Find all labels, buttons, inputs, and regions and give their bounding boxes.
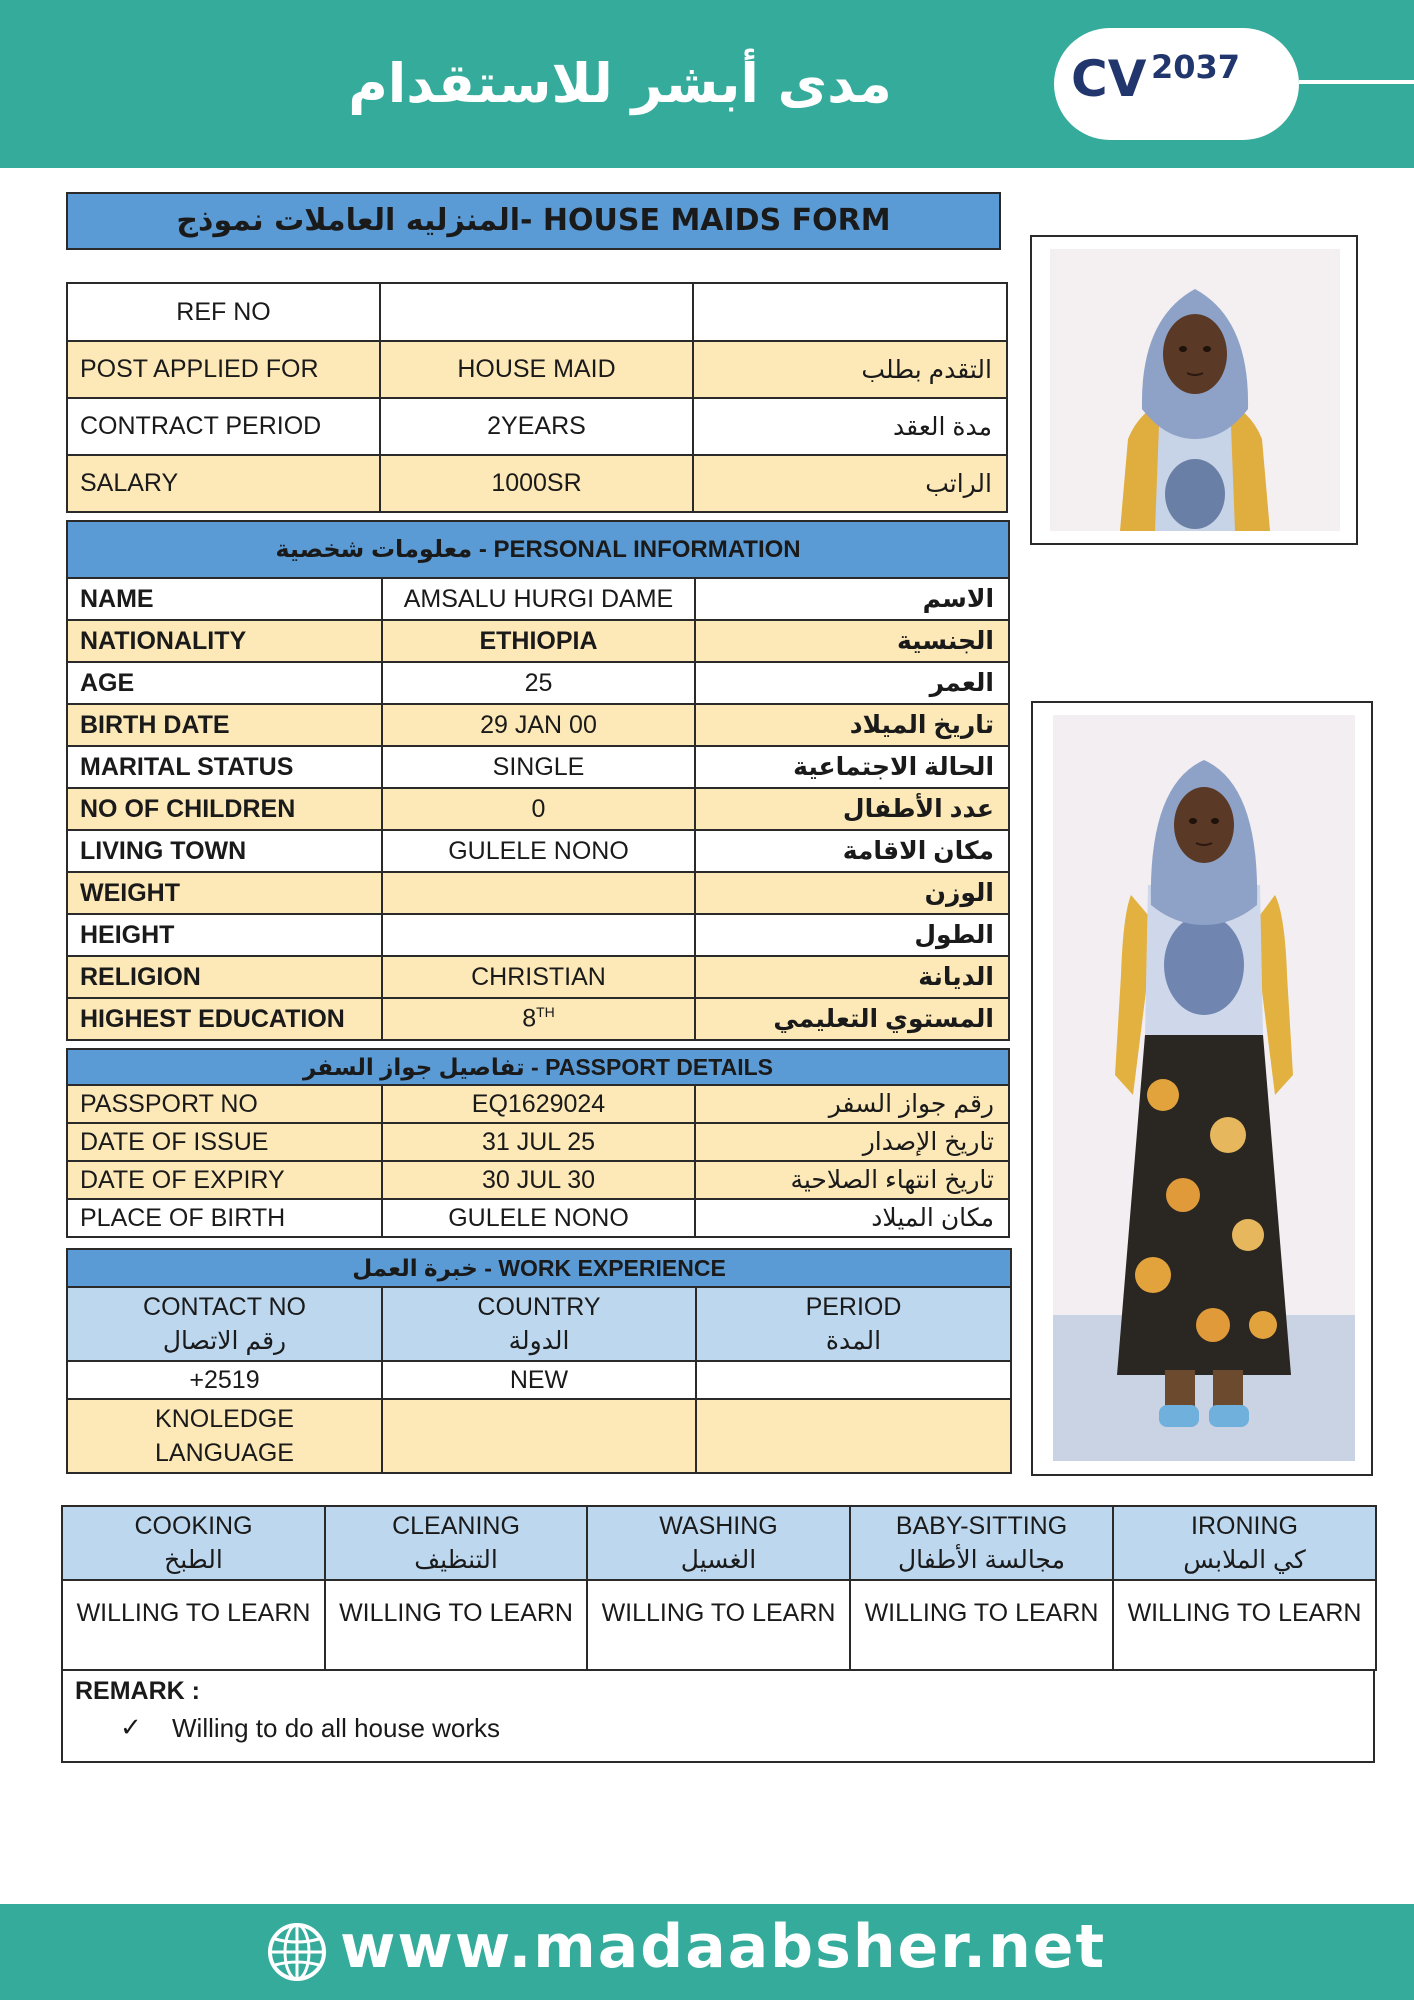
issue-date-value: 31 JUL 25: [382, 1123, 695, 1161]
work-experience-header: خبرة العمل - WORK EXPERIENCE: [67, 1249, 1011, 1287]
birth-date-value: 29 JAN 00: [382, 704, 695, 746]
brand-title: مدى أبشر للاستقدام: [348, 52, 892, 115]
knowledge-language-value-1: [382, 1399, 696, 1473]
expiry-date-arabic: تاريخ انتهاء الصلاحية: [695, 1161, 1009, 1199]
country-value: NEW: [382, 1361, 696, 1399]
table-header-row: [67, 1287, 1011, 1361]
skill-cooking-header: [62, 1506, 325, 1580]
full-body-photo: [1053, 715, 1355, 1461]
country-header: [382, 1287, 696, 1361]
passport-no-label: PASSPORT NO: [67, 1085, 382, 1123]
skill-babysitting-header: [850, 1506, 1113, 1580]
table-row: [67, 704, 1009, 746]
salary-value: 1000SR: [380, 455, 693, 512]
contact-no-header: [67, 1287, 382, 1361]
post-applied-arabic: التقدم بطلب: [693, 341, 1007, 398]
globe-icon: [266, 1921, 328, 1983]
full-body-photo-frame: [1031, 701, 1373, 1476]
table-row: [67, 283, 1007, 341]
post-applied-value: HOUSE MAID: [380, 341, 693, 398]
table-row: [67, 872, 1009, 914]
period-value: [696, 1361, 1011, 1399]
period-en: PERIOD: [805, 1293, 902, 1321]
period-ar: المدة: [825, 1327, 882, 1355]
issue-date-label: DATE OF ISSUE: [67, 1123, 382, 1161]
place-of-birth-arabic: مكان الميلاد: [695, 1199, 1009, 1237]
height-label: HEIGHT: [67, 914, 382, 956]
table-row: [67, 1199, 1009, 1237]
table-row: [67, 998, 1009, 1040]
name-label: NAME: [67, 578, 382, 620]
language-line: LANGUAGE: [155, 1439, 294, 1467]
salary-arabic: الراتب: [693, 455, 1007, 512]
place-of-birth-value: GULELE NONO: [382, 1199, 695, 1237]
skill-babysitting-en: BABY-SITTING: [895, 1512, 1068, 1540]
table-row: [67, 455, 1007, 512]
place-of-birth-label: PLACE OF BIRTH: [67, 1199, 382, 1237]
table-row: [67, 398, 1007, 455]
contract-period-value: 2YEARS: [380, 398, 693, 455]
country-en: COUNTRY: [477, 1293, 601, 1321]
age-label: AGE: [67, 662, 382, 704]
checkmark-icon: ✓: [120, 1712, 142, 1742]
table-row: [67, 1361, 1011, 1399]
marital-status-label: MARITAL STATUS: [67, 746, 382, 788]
country-ar: الدولة: [508, 1327, 570, 1355]
skill-ironing-en: IRONING: [1191, 1512, 1298, 1540]
table-row: [67, 830, 1009, 872]
contact-no-value: +2519: [67, 1361, 382, 1399]
ref-no-arabic: [693, 283, 1007, 341]
nationality-label: NATIONALITY: [67, 620, 382, 662]
marital-status-value: SINGLE: [382, 746, 695, 788]
skill-washing-ar: الغسيل: [680, 1546, 757, 1574]
age-arabic: العمر: [695, 662, 1009, 704]
portrait-photo-frame: [1030, 235, 1358, 545]
skill-cooking-ar: الطبخ: [164, 1546, 223, 1574]
table-row: [67, 662, 1009, 704]
table-header-row: [67, 521, 1009, 578]
work-experience-table: [66, 1248, 1012, 1474]
expiry-date-value: 30 JUL 30: [382, 1161, 695, 1199]
table-row: [67, 620, 1009, 662]
skills-table: [61, 1505, 1377, 1671]
table-row: [67, 914, 1009, 956]
skill-washing-en: WASHING: [659, 1512, 778, 1540]
expiry-date-label: DATE OF EXPIRY: [67, 1161, 382, 1199]
issue-date-arabic: تاريخ الإصدار: [695, 1123, 1009, 1161]
children-arabic: عدد الأطفال: [695, 788, 1009, 830]
contract-period-arabic: مدة العقد: [693, 398, 1007, 455]
name-value: AMSALU HURGI DAME: [382, 578, 695, 620]
weight-arabic: الوزن: [695, 872, 1009, 914]
portrait-photo: [1050, 249, 1340, 531]
form-title: المنزليه العاملات نموذج- HOUSE MAIDS FORM: [66, 192, 1001, 250]
remark-text: Willing to do all house works: [172, 1713, 501, 1743]
children-value: 0: [382, 788, 695, 830]
living-town-label: LIVING TOWN: [67, 830, 382, 872]
period-header: [696, 1287, 1011, 1361]
passport-no-arabic: رقم جواز السفر: [695, 1085, 1009, 1123]
skill-ironing-header: [1113, 1506, 1376, 1580]
birth-date-arabic: تاريخ الميلاد: [695, 704, 1009, 746]
marital-status-arabic: الحالة الاجتماعية: [695, 746, 1009, 788]
table-row: [67, 1399, 1011, 1473]
skill-washing-header: [587, 1506, 850, 1580]
education-number: 8: [522, 1004, 537, 1033]
religion-label: RELIGION: [67, 956, 382, 998]
living-town-arabic: مكان الاقامة: [695, 830, 1009, 872]
table-row: [67, 1123, 1009, 1161]
name-arabic: الاسم: [695, 578, 1009, 620]
table-row: [67, 341, 1007, 398]
contact-no-ar: رقم الاتصال: [162, 1327, 287, 1355]
post-applied-label: POST APPLIED FOR: [67, 341, 380, 398]
personal-info-header: معلومات شخصية - PERSONAL INFORMATION: [67, 521, 1009, 578]
height-arabic: الطول: [695, 914, 1009, 956]
cv-label: CV: [1071, 50, 1147, 108]
religion-arabic: الديانة: [695, 956, 1009, 998]
birth-date-label: BIRTH DATE: [67, 704, 382, 746]
contract-period-label: CONTRACT PERIOD: [67, 398, 380, 455]
skill-babysitting-value: WILLING TO LEARN: [850, 1580, 1113, 1670]
nationality-arabic: الجنسية: [695, 620, 1009, 662]
salary-label: SALARY: [67, 455, 380, 512]
table-header-row: [67, 1249, 1011, 1287]
religion-value: CHRISTIAN: [382, 956, 695, 998]
table-header-row: [67, 1049, 1009, 1085]
full-body-illustration: [1053, 715, 1355, 1461]
education-value: [382, 998, 695, 1040]
portrait-illustration: [1050, 249, 1340, 531]
ref-no-label: REF NO: [67, 283, 380, 341]
table-row: [67, 1085, 1009, 1123]
personal-info-table: [66, 520, 1010, 1041]
living-town-value: GULELE NONO: [382, 830, 695, 872]
skill-ironing-ar: كي الملابس: [1183, 1546, 1306, 1574]
skill-babysitting-ar: مجالسة الأطفال: [898, 1546, 1065, 1574]
skill-washing-value: WILLING TO LEARN: [587, 1580, 850, 1670]
table-header-row: [62, 1506, 1376, 1580]
website-link[interactable]: www.madaabsher.net: [340, 1912, 1107, 1982]
knowledge-language-label: [67, 1399, 382, 1473]
remark-title: REMARK :: [75, 1677, 200, 1705]
weight-value: [382, 872, 695, 914]
cv-number: 2037: [1151, 48, 1241, 86]
skill-cleaning-ar: التنظيف: [414, 1546, 498, 1574]
table-row: [67, 578, 1009, 620]
children-label: NO OF CHILDREN: [67, 788, 382, 830]
skill-cleaning-header: [325, 1506, 587, 1580]
table-row: [62, 1580, 1376, 1670]
table-row: [67, 788, 1009, 830]
contact-no-en: CONTACT NO: [143, 1293, 306, 1321]
knowledge-line: KNOLEDGE: [155, 1405, 294, 1433]
header-divider-line: [1299, 80, 1414, 84]
skill-cooking-value: WILLING TO LEARN: [62, 1580, 325, 1670]
ref-no-value: [380, 283, 693, 341]
table-row: [67, 746, 1009, 788]
nationality-value: ETHIOPIA: [382, 620, 695, 662]
height-value: [382, 914, 695, 956]
knowledge-language-value-2: [696, 1399, 1011, 1473]
table-row: [67, 1161, 1009, 1199]
weight-label: WEIGHT: [67, 872, 382, 914]
skill-cooking-en: COOKING: [134, 1512, 253, 1540]
passport-table: [66, 1048, 1010, 1238]
education-label: HIGHEST EDUCATION: [67, 998, 382, 1040]
skill-cleaning-value: WILLING TO LEARN: [325, 1580, 587, 1670]
education-suffix: TH: [536, 1004, 555, 1021]
passport-header: تفاصيل جواز السفر - PASSPORT DETAILS: [67, 1049, 1009, 1085]
age-value: 25: [382, 662, 695, 704]
skill-cleaning-en: CLEANING: [392, 1512, 520, 1540]
skill-ironing-value: WILLING TO LEARN: [1113, 1580, 1376, 1670]
passport-no-value: EQ1629024: [382, 1085, 695, 1123]
table-row: [67, 956, 1009, 998]
education-arabic: المستوي التعليمي: [695, 998, 1009, 1040]
summary-table: [66, 282, 1008, 513]
